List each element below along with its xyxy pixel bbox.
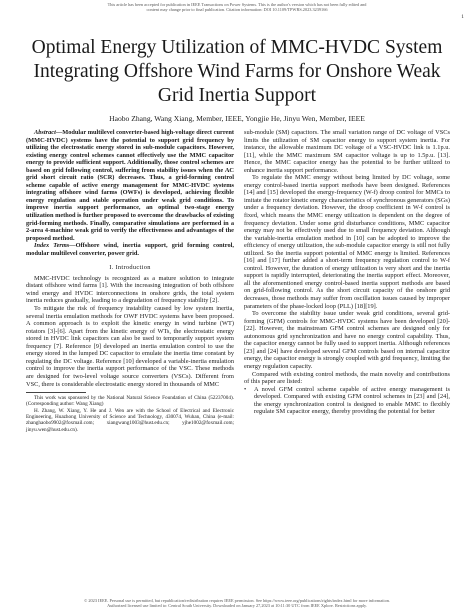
contribution-bullet (244, 386, 450, 416)
funding-footnote: This work was sponsored by the National Natural Science Foundation of China (52237004). (Corresponding author: Wang Xiang) (26, 395, 234, 408)
index-terms (26, 242, 234, 257)
intro-paragraph-1: MMC-HVDC technology is recognized as a mature solution to integrate distant offshore wind farms [1]. With the increasing integration of both offshore wind energy and HVDC interconnections in onshore grids, the total system inertia reduces gradually, leading to a degradation of frequency stability [2]. (26, 274, 234, 305)
abstract-label: Abstract (34, 129, 56, 136)
author-list: Haobo Zhang, Wang Xiang, Member, IEEE, Yongjie He, Jinyu Wen, Member, IEEE (109, 114, 365, 123)
license-line: Authorized licensed use limited to: Central South University. Downloaded on January 27,2023 at 10:11:30 UTC from IEEE Xplore. Restrictions apply. (107, 603, 367, 609)
intro-paragraph-2: To mitigate the risk of frequency instability caused by low system inertia, several inertia emulation methods for OWF HVDC systems have been proposed. A common approach is to exploit the kinetic energy in wind turbine (WT) rotators [3]-[6]. Apart from the kinetic energy of WTs, the electrostatic energy stored in HVDC link capacitors can also be used to temporarily support system frequency [7]. Reference [9] developed an inertia emulation control to use the energy stored in the lumped DC capacitor to emulate the inertia time constant by regulating the DC voltage. Reference [10] developed a variable-inertia emulation control to improve the inertia support performance of the VSC. These methods are designed for two-level voltage source converters (VSCs). Different from VSC, there is considerable electrostatic energy stored in thousands of MMC (26, 305, 234, 388)
publication-notice-line2: content may change prior to final publication. Citation information: DOI 10.1109/TPWRS.2023.3239166 (146, 7, 328, 13)
page-number: 1 (461, 14, 464, 20)
publication-notice (0, 2, 474, 13)
section-heading-introduction: I. Introduction (109, 264, 151, 272)
copyright-line: © 2023 IEEE. Personal use is permitted, but republication/redistribution requires IEEE permission. See https://www.ieee.org/publications/rights/index.html for more information. (84, 598, 390, 603)
affiliation-footnote: H. Zhang, W. Xiang, Y. He and J. Wen are with the School of Electrical and Electronic Engineering, Huazhong University of Science and Technology, 430074, Wuhan, China (e-mail: zhanghaobo9902@foxmail.com; xiangwang1003@hust.edu.cn; yjhe1002@foxmail.com; jinyu.wen@hust.edu.cn). (26, 407, 234, 433)
publication-notice-line1: This article has been accepted for publication in IEEE Transactions on Power Systems. This is the author's version which has not been fully edited and (107, 2, 367, 7)
abstract (26, 129, 234, 242)
index-terms-label: Index Terms (34, 242, 70, 250)
copyright-footer (0, 598, 474, 609)
left-column (26, 129, 234, 433)
right-paragraph-3: To overcome the stability issue under weak grid conditions, several grid-forming (GFM) controls for MMC-HVDC systems have been developed [20]-[22]. However, the mainstream GFM control schemes are designed only for autonomous grid synchronization and have no energy control capability. Thus, the capacitor energy cannot be fully used to support inertia. Although references [23] and [24] have developed several GFM controls based on internal capacitor energy, the capacitor energy is strongly coupled with grid frequency, limiting the energy regulation capacity. (244, 310, 450, 370)
footnote-rule (26, 392, 86, 393)
right-column (244, 129, 450, 416)
right-paragraph-4: Compared with existing control methods, the main novelty and contributions of this paper are listed: (244, 370, 450, 386)
index-terms-text: —Offshore wind, inertia support, grid forming control, modular multilevel converter, power grid. (26, 242, 234, 257)
abstract-text: —Modular multilevel converter-based high-voltage direct current (MMC-HVDC) systems have the potential to support grid frequency by utilizing the electrostatic energy stored in sub-module capacitors. However, existing energy control schemes cannot effectively use the MMC capacitor energy to provide sufficient support. Additionally, those control schemes are based on grid following control, suffering from stability issues when the AC grid short circuit ratio (SCR) decreases. Thus, a grid-forming control scheme capable of active energy management for MMC-HVDC systems integrating offshore wind farms (OWFs) is developed, achieving flexible energy regulation and stable operation under weak grid conditions. To improve inertia support performance, an optimal two-stage energy utilization method is further proposed to overcome the drawbacks of existing grid-forming methods. Finally, comparative simulations are performed in a 2-area 4-machine weak grid to verify the effectiveness and advantages of the proposed method. (26, 129, 234, 242)
paper-title: Optimal Energy Utilization of MMC-HVDC System Integrating Offshore Wind Farms for Onshore Weak Grid Inertia Support (31, 37, 443, 106)
right-paragraph-1: sub-module (SM) capacitors. The small variation range of DC voltage of VSCs limits the utilization of SM capacitor energy to support system inertia. For instance, the allowable maximum DC voltage of a VSC-HVDC link is 1.1p.u. [11], while the MMC maximum SM capacitor voltage is up to 1.5p.u. [13]. Hence, the MMC capacitor energy has the potential to be further utilized to enhance inertia support performance. (244, 129, 450, 174)
right-paragraph-2: To regulate the MMC energy without being limited by DC voltage, some energy control-based inertia support methods have been designed. References [14] and [15] developed the energy-frequency (W-f) droop control for MMCs to imitate the rotator kinetic energy characteristics of synchronous generators (SGs) under a frequency deviation. However, the droop coefficient in W-f control is fixed, which means the MMC energy utilization is dependent on the degree of frequency deviation. Under some grid disturbance conditions, MMC capacitor energy may not be effectively used due to small frequency deviation. Although the variable-inertia emulation method in [10] can be adopted to improve the efficiency of energy utilization, the sub-module capacitor energy is still not fully utilized. So the inertia support potential of MMC energy is limited. References [16] and [17] further added a short-term frequency regulation control to W-f control. However, the duration of energy utilization is very short and the inertia support is rapidly interrupted, deteriorating the inertia support effect. Moreover, all the aforementioned energy control-based inertia support methods are based on grid-following control. As the short circuit capacity of the onshore grid decreases, those methods may suffer from oscillation issues caused by improper parameters of the phase-locked loop (PLL) [18][19]. (244, 174, 450, 310)
bullet-icon: • (244, 385, 247, 393)
contribution-bullet-text: A novel GFM control scheme capable of active energy management is developed. Compared with existing GFM control schemes in [23] and [24], the energy synchronization control is designed to enable MMC to flexibly regulate SM capacitor energy, thereby providing the potential for better (254, 385, 450, 416)
